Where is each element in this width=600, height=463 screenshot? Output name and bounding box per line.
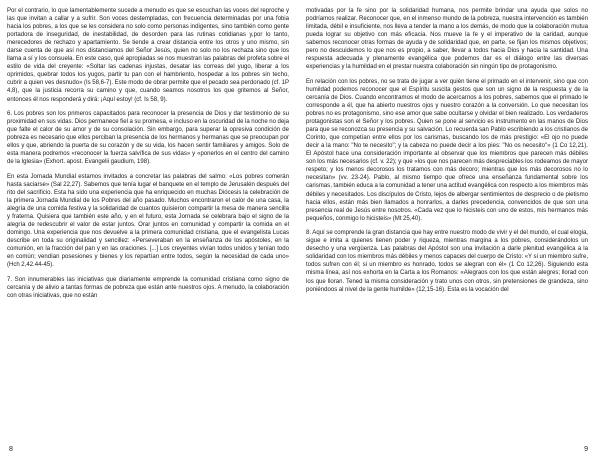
page-number: 9 — [584, 446, 588, 453]
paragraph: motivadas por la fe sino por la solidaridad humana, nos permite brindar una ayuda que solos no podríamos realizar. Reconocer que, en el inmenso mundo de la pobreza, nuestra intervención es también limitada, débil e insuficiente, nos lleva a tender la mano a los demás, de modo que la colaboración mutua pueda lograr su objetivo con más eficacia. Nos mueve la fe y el imperativo de la caridad, aunque sabemos reconocer otras formas de ayuda y de solidaridad que, en parte, se fijan los mismos objetivos; pero no descuidemos lo que nos es propio, a saber, llevar a todos hacia Dios y hacia la santidad. Una respuesta adecuada y plenamente evangélica que podemos dar es el diálogo entre las diversas experiencias y la humildad en el prestar nuestra colaboración sin ningún tipo de protagonismo. — [306, 8, 588, 71]
paragraph: 7. Son innumerables las iniciativas que diariamente emprende la comunidad cristiana como signo de cercanía y de alivio a tantas formas de pobreza que están ante nuestros ojos. A menudo, la colaboración con otras iniciativas, que no están — [7, 276, 289, 300]
right-page — [304, 0, 596, 463]
paragraph: Por el contrario, lo que lamentablemente sucede a menudo es que se escuchan las voces del reproche y las que invitan a callar y a sufrir. Son voces destempladas, con frecuencia determinadas por una fobia hacia los pobres, a los que se les considera no solo como personas indigentes, sino también como gente portadora de inseguridad, de inestabilidad, de desorden para las rutinas cotidianas y,por lo tanto, merecedores de rechazo y apartamiento. Se tiende a crear distancia entre los otros y uno mismo, sin darse cuenta de que así nos distanciamos del Señor Jesús, quien no solo no los rechaza sino que los llama a sí y los consuela. En este caso, qué apropiadas se nos muestran las palabras del profeta sobre el estilo de vida del creyente: «Soltar las cadenas injustas, desatar las correas del yugo, liberar a los oprimidos, quebrar todos los yugos, partir tu pan con el hambriento, hospedar a los pobres sin techo, cubrir a quien ves desnudo» (Is 58,6-7). Este modo de obrar permite que el pecado sea perdonado (cf. 1P 4,8), que la justicia recorra su camino y que, cuando seamos nosotros los que gritemos al Señor, entonces él nos responderá y dirá: ¡Aquí estoy! (cf. Is 58, 9). — [7, 8, 289, 103]
page-number: 8 — [9, 446, 13, 453]
paragraph: En esta Jornada Mundial estamos invitados a concretar las palabras del salmo: «Los pobres comerán hasta saciarse» (Sal 22,27). Sabemos que tenía lugar el banquete en el templo de Jerusalén después del rito del sacrificio. Esta ha sido una experiencia que ha enriquecido en muchas Diócesis la celebración de la primera Jornada Mundial de los Pobres del año pasado. Muchos encontraron el calor de una casa, la alegría de una comida festiva y la solidaridad de cuantos quisieron compartir la mesa de manera sencilla y fraterna. Quisiera que también este año, y en el futuro, esta Jornada se celebrara bajo el signo de la alegría de redescubrir el valor de estar juntos. Orar juntos en comunidad y compartir la comida en el domingo. Una experiencia que nos devuelve a la primera comunidad cristiana, que el evangelista Lucas describe en toda su originalidad y sencillez: «Perseveraban en la enseñanza de los apóstoles, en la comunión, en la fracción del pan y en las oraciones. [...] Los creyentes vivían todos unidos y tenían todo en común; vendían posesiones y bienes y los repartían entre todos, según la necesidad de cada uno» (Hch 2,42.44-45). — [7, 173, 289, 269]
left-text-column — [7, 7, 289, 307]
right-text-column — [306, 7, 588, 300]
left-page — [0, 0, 292, 463]
paragraph: 8. Aquí se comprende la gran distancia que hay entre nuestro modo de vivir y el del mundo, el cual elogia, sigue e imita a quienes tienen poder y riqueza, mientras margina a los pobres, considerándolos un desecho y una vergüenza. Las palabras del Apóstol son una invitación a darle plenitud evangélica a la solidaridad con los miembros más débiles y menos capaces del cuerpo de Cristo: «Y si un miembro sufre, todos sufren con él; si un miembro es honrado, todos se alegran con él» (1 Co 12,26). Siguiendo esta misma línea, así nos exhorta en la Carta a los Romanos: «Alegraos con los que están alegres; llorad con los que lloran. Tened la misma consideración y trato unos con otros, sin pretensiones de grandeza, sino poniéndoos al nivel de la gente humilde» (12,15-16). Esta es la vocación del — [306, 230, 588, 293]
paragraph: En relación con los pobres, no se trata de jugar a ver quién tiene el primado en el intervenir, sino que con humildad podemos reconocer que el Espíritu suscita gestos que son un signo de la respuesta y de la cercanía de Dios. Cuando encontramos el modo de acercarnos a los pobres, sabemos que el primado le corresponde a él, que ha abierto nuestros ojos y nuestro corazón a la conversión. Lo que necesitan los pobres no es protagonismo, sino ese amor que sabe ocultarse y olvidar el bien realizado. Los verdaderos protagonistas son el Señor y los pobres. Quien se pone al servicio es instrumento en las manos de Dios para que se reconozca su presencia y su salvación. Lo recuerda san Pablo escribiendo a los cristianos de Corinto, que competían entre ellos por los carismas, buscando los de más prestigio: «El ojo no puede decir a la mano: "No te necesito"; y la cabeza no puede decir a los pies: "No os necesito"» (1 Co 12,21). El Apóstol hace una consideración importante al observar que los miembros que parecen más débiles son los más necesarios (cf. v. 22); y que «los que nos parecen más despreciables los rodeamos de mayor respeto; y los menos decorosos los tratamos con más decoro; mientras que los más decorosos no lo necesitan» (vv. 23-24). Pablo, al mismo tiempo que ofrece una enseñanza fundamental sobre los carismas, también educa a la comunidad a tener una actitud evangélica con respecto a los miembros más débiles y necesitados. Los discípulos de Cristo, lejos de albergar sentimientos de desprecio o de pietismo hacia ellos, están más bien llamados a honrarlos, a darles precedencia, convencidos de que son una presencia real de Jesús entre nosotros. «Cada vez que lo hicisteis con uno de estos, mis hermanos más pequeños, conmigo lo hicisteis» (Mt 25,40). — [306, 78, 588, 222]
paragraph: 6. Los pobres son los primeros capacitados para reconocer la presencia de Dios y dar testimonio de su proximidad en sus vidas. Dios permanece fiel a su promesa, e incluso en la oscuridad de la noche no deja que falte el calor de su amor y de su consolación. Sin embargo, para superar la opresiva condición de pobreza es necesario que ellos perciban la presencia de los hermanos y hermanas que se preocupan por ellos y que, abriendo la puerta de su corazón y de su vida, los hacen sentir familiares y amigos. Solo de esta manera podremos «reconocer la fuerza salvífica de sus vidas» y «ponerlos en el centro del camino de la Iglesia» (Exhort. apost. Evangelii gaudium, 198). — [7, 111, 289, 166]
